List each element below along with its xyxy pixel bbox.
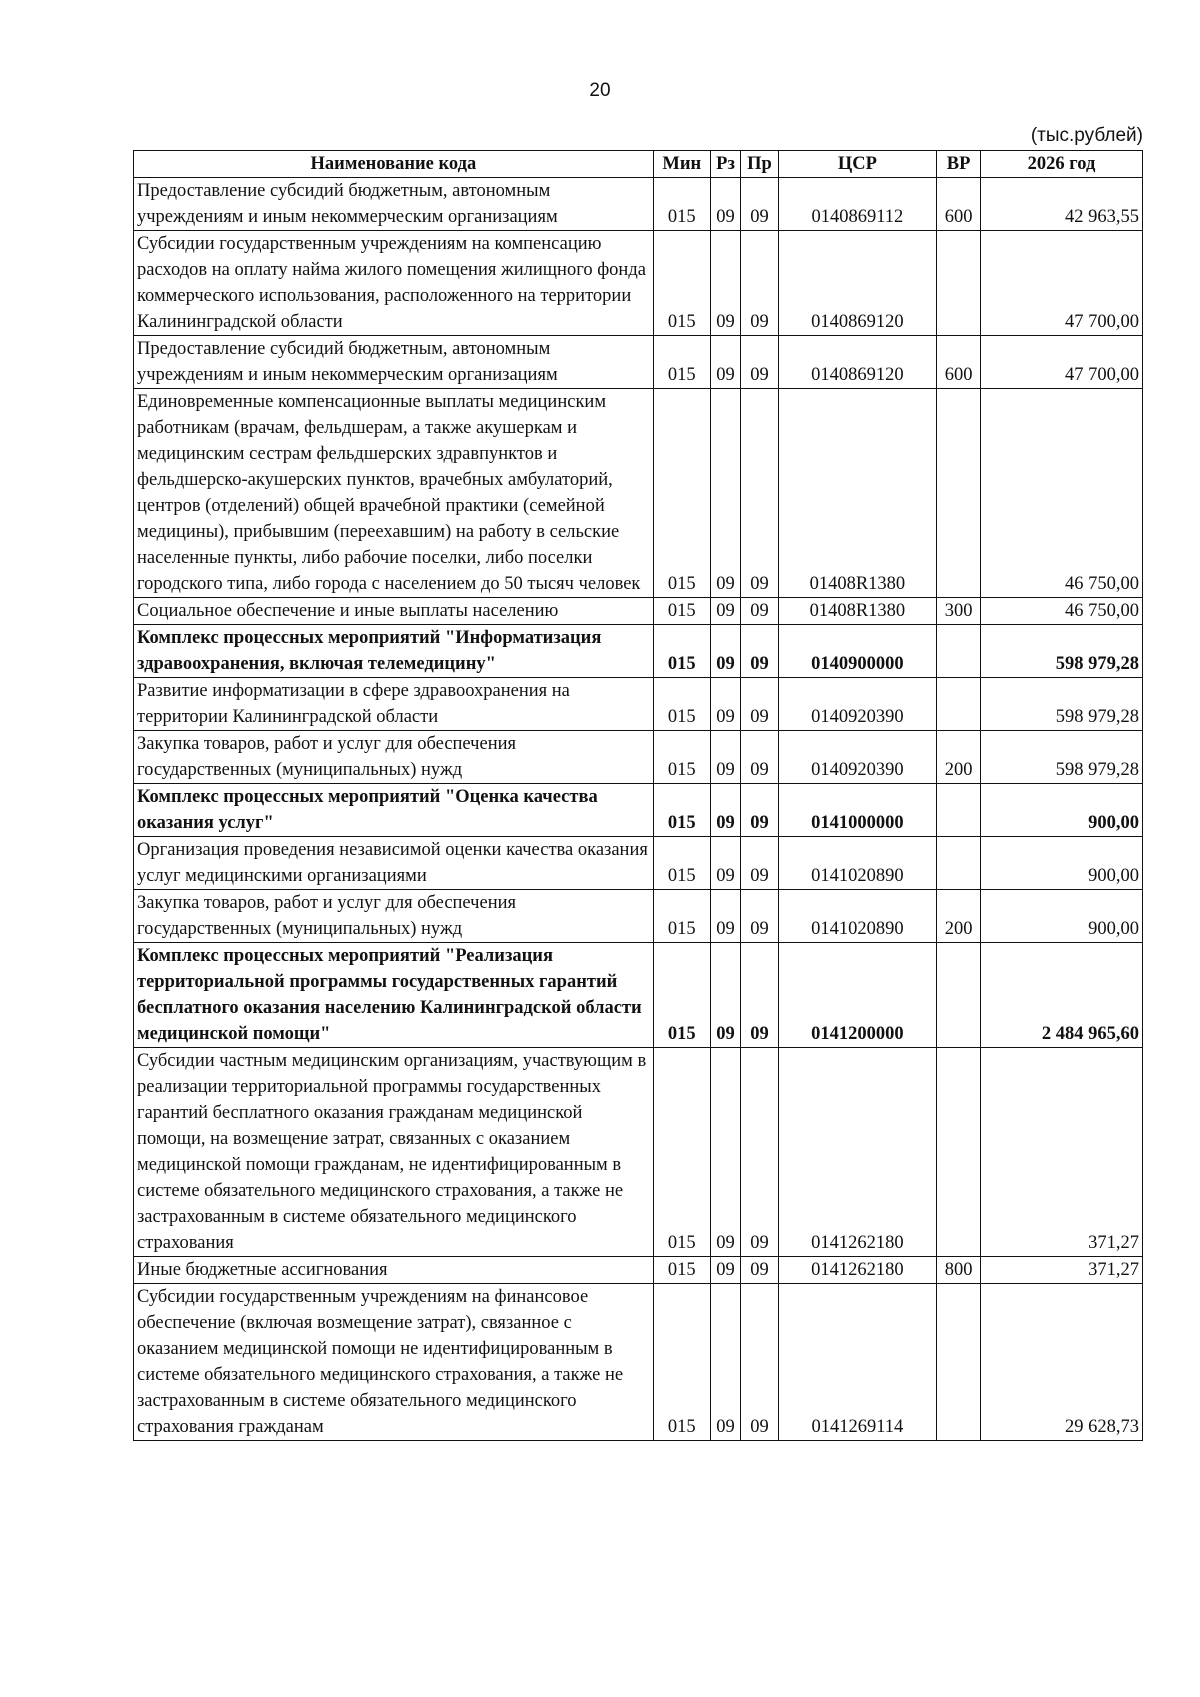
cell-min: 015 — [653, 625, 710, 678]
cell-csr: 0140900000 — [778, 625, 937, 678]
cell-min: 015 — [653, 389, 710, 598]
cell-name: Закупка товаров, работ и услуг для обеспечения государственных (муниципальных) нужд — [134, 890, 654, 943]
cell-min: 015 — [653, 598, 710, 625]
cell-csr: 01408R1380 — [778, 598, 937, 625]
cell-pr: 09 — [741, 1257, 778, 1284]
header-pr: Пр — [741, 151, 778, 178]
cell-name: Комплекс процессных мероприятий "Оценка качества оказания услуг" — [134, 784, 654, 837]
cell-amount: 598 979,28 — [981, 678, 1143, 731]
table-row — [134, 598, 1143, 625]
table-row — [134, 943, 1143, 1048]
cell-vr — [937, 1284, 981, 1441]
cell-amount: 900,00 — [981, 784, 1143, 837]
table-row — [134, 231, 1143, 336]
cell-pr: 09 — [741, 943, 778, 1048]
cell-csr: 0141262180 — [778, 1257, 937, 1284]
cell-rz: 09 — [710, 784, 741, 837]
table-row — [134, 784, 1143, 837]
cell-amount: 900,00 — [981, 837, 1143, 890]
cell-name: Субсидии государственным учреждениям на компенсацию расходов на оплату найма жилого помещения жилищного фонда коммерческого использования, расположенного на территории Калининградской области — [134, 231, 654, 336]
cell-rz: 09 — [710, 1257, 741, 1284]
cell-csr: 0140920390 — [778, 678, 937, 731]
units-label: (тыс.рублей) — [1030, 125, 1143, 146]
cell-name: Организация проведения независимой оценки качества оказания услуг медицинскими организациями — [134, 837, 654, 890]
cell-name: Субсидии частным медицинским организациям, участвующим в реализации территориальной программы государственных гарантий бесплатного оказания гражданам медицинской помощи, на возмещение затрат, связанных с оказанием медицинской помощи гражданам, не идентифицированным в системе обязательного медицинского страхования, а также не застрахованным в системе обязательного медицинского страхования — [134, 1048, 654, 1257]
cell-rz: 09 — [710, 389, 741, 598]
cell-csr: 0140869112 — [778, 178, 937, 231]
cell-pr: 09 — [741, 231, 778, 336]
cell-pr: 09 — [741, 625, 778, 678]
cell-pr: 09 — [741, 731, 778, 784]
cell-amount: 900,00 — [981, 890, 1143, 943]
cell-rz: 09 — [710, 943, 741, 1048]
cell-rz: 09 — [710, 1048, 741, 1257]
cell-rz: 09 — [710, 336, 741, 389]
header-amount: 2026 год — [981, 151, 1143, 178]
cell-amount: 47 700,00 — [981, 231, 1143, 336]
cell-amount: 371,27 — [981, 1257, 1143, 1284]
cell-name: Иные бюджетные ассигнования — [134, 1257, 654, 1284]
cell-vr — [937, 231, 981, 336]
cell-amount: 42 963,55 — [981, 178, 1143, 231]
cell-vr — [937, 943, 981, 1048]
cell-vr: 800 — [937, 1257, 981, 1284]
cell-min: 015 — [653, 231, 710, 336]
cell-vr: 300 — [937, 598, 981, 625]
cell-vr — [937, 1048, 981, 1257]
cell-name: Субсидии государственным учреждениям на финансовое обеспечение (включая возмещение затрат), связанное с оказанием медицинской помощи не идентифицированным в системе обязательного медицинского страхования, а также не застрахованным в системе обязательного медицинского страхования гражданам — [134, 1284, 654, 1441]
cell-vr — [937, 678, 981, 731]
cell-rz: 09 — [710, 231, 741, 336]
budget-table — [133, 150, 1143, 1441]
cell-vr — [937, 389, 981, 598]
cell-name: Комплекс процессных мероприятий "Реализация территориальной программы государственных гарантий бесплатного оказания населению Калининградской области медицинской помощи" — [134, 943, 654, 1048]
table-row — [134, 837, 1143, 890]
table-row — [134, 678, 1143, 731]
cell-name: Предоставление субсидий бюджетным, автономным учреждениям и иным некоммерческим организациям — [134, 178, 654, 231]
cell-csr: 0141000000 — [778, 784, 937, 837]
cell-min: 015 — [653, 943, 710, 1048]
cell-vr: 600 — [937, 336, 981, 389]
cell-amount: 371,27 — [981, 1048, 1143, 1257]
header-name: Наименование кода — [134, 151, 654, 178]
cell-name: Социальное обеспечение и иные выплаты населению — [134, 598, 654, 625]
cell-csr: 0141020890 — [778, 837, 937, 890]
cell-rz: 09 — [710, 731, 741, 784]
header-vr: ВР — [937, 151, 981, 178]
table-row — [134, 625, 1143, 678]
cell-amount: 29 628,73 — [981, 1284, 1143, 1441]
cell-min: 015 — [653, 1048, 710, 1257]
cell-rz: 09 — [710, 1284, 741, 1441]
cell-amount: 46 750,00 — [981, 598, 1143, 625]
cell-name: Предоставление субсидий бюджетным, автономным учреждениям и иным некоммерческим организациям — [134, 336, 654, 389]
cell-pr: 09 — [741, 784, 778, 837]
cell-pr: 09 — [741, 598, 778, 625]
page-number: 20 — [589, 80, 611, 101]
cell-csr: 0141020890 — [778, 890, 937, 943]
table-row — [134, 178, 1143, 231]
cell-min: 015 — [653, 336, 710, 389]
cell-vr: 200 — [937, 731, 981, 784]
cell-amount: 2 484 965,60 — [981, 943, 1143, 1048]
cell-csr: 0141269114 — [778, 1284, 937, 1441]
cell-rz: 09 — [710, 837, 741, 890]
cell-min: 015 — [653, 731, 710, 784]
cell-csr: 0140920390 — [778, 731, 937, 784]
cell-min: 015 — [653, 1257, 710, 1284]
cell-rz: 09 — [710, 625, 741, 678]
cell-vr: 200 — [937, 890, 981, 943]
cell-min: 015 — [653, 784, 710, 837]
cell-vr — [937, 625, 981, 678]
table-row — [134, 389, 1143, 598]
cell-min: 015 — [653, 678, 710, 731]
cell-pr: 09 — [741, 178, 778, 231]
cell-csr: 0140869120 — [778, 336, 937, 389]
cell-name: Комплекс процессных мероприятий "Информатизация здравоохранения, включая телемедицину" — [134, 625, 654, 678]
table-row — [134, 731, 1143, 784]
table-row — [134, 1048, 1143, 1257]
header-min: Мин — [653, 151, 710, 178]
cell-vr — [937, 837, 981, 890]
cell-rz: 09 — [710, 178, 741, 231]
cell-pr: 09 — [741, 837, 778, 890]
cell-pr: 09 — [741, 336, 778, 389]
cell-rz: 09 — [710, 890, 741, 943]
cell-csr: 0141262180 — [778, 1048, 937, 1257]
cell-pr: 09 — [741, 1284, 778, 1441]
cell-amount: 598 979,28 — [981, 625, 1143, 678]
table-row — [134, 336, 1143, 389]
cell-csr: 0140869120 — [778, 231, 937, 336]
cell-min: 015 — [653, 837, 710, 890]
cell-pr: 09 — [741, 890, 778, 943]
cell-csr: 01408R1380 — [778, 389, 937, 598]
cell-min: 015 — [653, 178, 710, 231]
cell-min: 015 — [653, 890, 710, 943]
header-row — [134, 151, 1143, 178]
cell-pr: 09 — [741, 389, 778, 598]
cell-name: Закупка товаров, работ и услуг для обеспечения государственных (муниципальных) нужд — [134, 731, 654, 784]
cell-pr: 09 — [741, 1048, 778, 1257]
cell-amount: 46 750,00 — [981, 389, 1143, 598]
cell-amount: 47 700,00 — [981, 336, 1143, 389]
table-row — [134, 890, 1143, 943]
cell-vr: 600 — [937, 178, 981, 231]
cell-rz: 09 — [710, 598, 741, 625]
header-rz: Рз — [710, 151, 741, 178]
cell-name: Развитие информатизации в сфере здравоохранения на территории Калининградской области — [134, 678, 654, 731]
cell-vr — [937, 784, 981, 837]
cell-amount: 598 979,28 — [981, 731, 1143, 784]
table-row — [134, 1284, 1143, 1441]
cell-csr: 0141200000 — [778, 943, 937, 1048]
cell-name: Единовременные компенсационные выплаты медицинским работникам (врачам, фельдшерам, а также акушеркам и медицинским сестрам фельдшерских здравпунктов и фельдшерско-акушерских пунктов, врачебных амбулаторий, центров (отделений) общей врачебной практики (семейной медицины), прибывшим (переехавшим) на работу в сельские населенные пункты, либо рабочие поселки, либо поселки городского типа, либо города с населением до 50 тысяч человек — [134, 389, 654, 598]
table-row — [134, 1257, 1143, 1284]
header-csr: ЦСР — [778, 151, 937, 178]
cell-pr: 09 — [741, 678, 778, 731]
cell-min: 015 — [653, 1284, 710, 1441]
cell-rz: 09 — [710, 678, 741, 731]
